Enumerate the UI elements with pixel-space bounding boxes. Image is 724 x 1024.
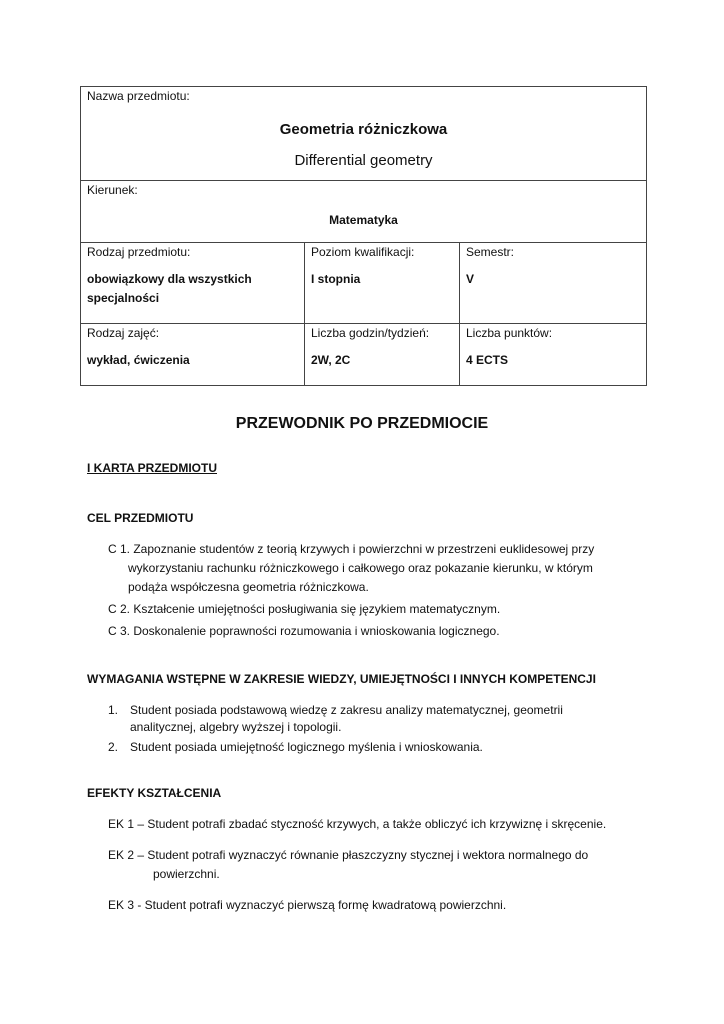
- requirement-1-line2: analitycznej, algebry wyższej i topologii.: [130, 720, 342, 734]
- section-card-heading: I KARTA PRZEDMIOTU: [87, 461, 217, 475]
- level-value: I stopnia: [311, 272, 361, 286]
- outcomes-heading: EFEKTY KSZTAŁCENIA: [87, 786, 222, 800]
- hours-value: 2W, 2C: [311, 353, 351, 367]
- requirement-1-number: 1.: [108, 703, 119, 717]
- level-label: Poziom kwalifikacji:: [311, 245, 415, 259]
- points-label: Liczba punktów:: [466, 326, 553, 340]
- classes-value: wykład, ćwiczenia: [87, 353, 190, 367]
- goal-c2: C 2. Kształcenie umiejętności posługiwania się językiem matematycznym.: [108, 602, 501, 616]
- classes-label: Rodzaj zajęć:: [87, 326, 160, 340]
- points-value: 4 ECTS: [466, 353, 509, 367]
- outcome-ek2-line2: powierzchni.: [153, 867, 220, 881]
- subject-title-en: Differential geometry: [294, 152, 433, 169]
- requirement-2-number: 2.: [108, 740, 119, 754]
- requirement-1-line1: Student posiada podstawową wiedzę z zakresu analizy matematycznej, geometrii: [130, 703, 563, 717]
- course-info-table: [80, 86, 647, 386]
- semester-value: V: [466, 272, 475, 286]
- field-cell: [81, 181, 647, 243]
- requirement-2: Student posiada umiejętność logicznego myślenia i wnioskowania.: [130, 740, 483, 754]
- level-cell: [305, 243, 460, 324]
- hours-label: Liczba godzin/tydzień:: [311, 326, 430, 340]
- type-cell: [81, 243, 305, 324]
- semester-label: Semestr:: [466, 245, 515, 259]
- type-label: Rodzaj przedmiotu:: [87, 245, 191, 259]
- field-label: Kierunek:: [87, 183, 138, 197]
- subject-label: Nazwa przedmiotu:: [87, 89, 190, 103]
- hours-cell: [305, 324, 460, 386]
- outcome-ek1: EK 1 – Student potrafi zbadać styczność krzywych, a także obliczyć ich krzywiznę i skręcenie.: [108, 817, 607, 831]
- goals-heading: CEL PRZEDMIOTU: [87, 511, 194, 525]
- type-value: obowiązkowy dla wszystkich specjalności: [87, 272, 252, 305]
- goal-c1-line2: wykorzystaniu rachunku różniczkowego i całkowego oraz pokazanie kierunku, w którym: [128, 561, 593, 575]
- goal-c3: C 3. Doskonalenie poprawności rozumowania i wnioskowania logicznego.: [108, 624, 500, 638]
- goal-c1-line3: podąża współczesna geometria różniczkowa.: [128, 580, 369, 594]
- subject-cell: [81, 87, 647, 181]
- subject-title-pl: Geometria różniczkowa: [279, 121, 448, 138]
- guide-title: PRZEWODNIK PO PRZEDMIOCIE: [235, 415, 489, 432]
- points-cell: [460, 324, 647, 386]
- goal-c1-line1: C 1. Zapoznanie studentów z teorią krzywych i powierzchni w przestrzeni euklidesowej przy: [108, 542, 595, 556]
- outcome-ek2-line1: EK 2 – Student potrafi wyznaczyć równanie płaszczyzny stycznej i wektora normalnego do: [108, 848, 589, 862]
- classes-cell: [81, 324, 305, 386]
- requirements-heading: WYMAGANIA WSTĘPNE W ZAKRESIE WIEDZY, UMIEJĘTNOŚCI I INNYCH KOMPETENCJI: [87, 672, 596, 686]
- semester-cell: [460, 243, 647, 324]
- outcome-ek3: EK 3 - Student potrafi wyznaczyć pierwszą formę kwadratową powierzchni.: [108, 898, 507, 912]
- field-value: Matematyka: [329, 213, 398, 227]
